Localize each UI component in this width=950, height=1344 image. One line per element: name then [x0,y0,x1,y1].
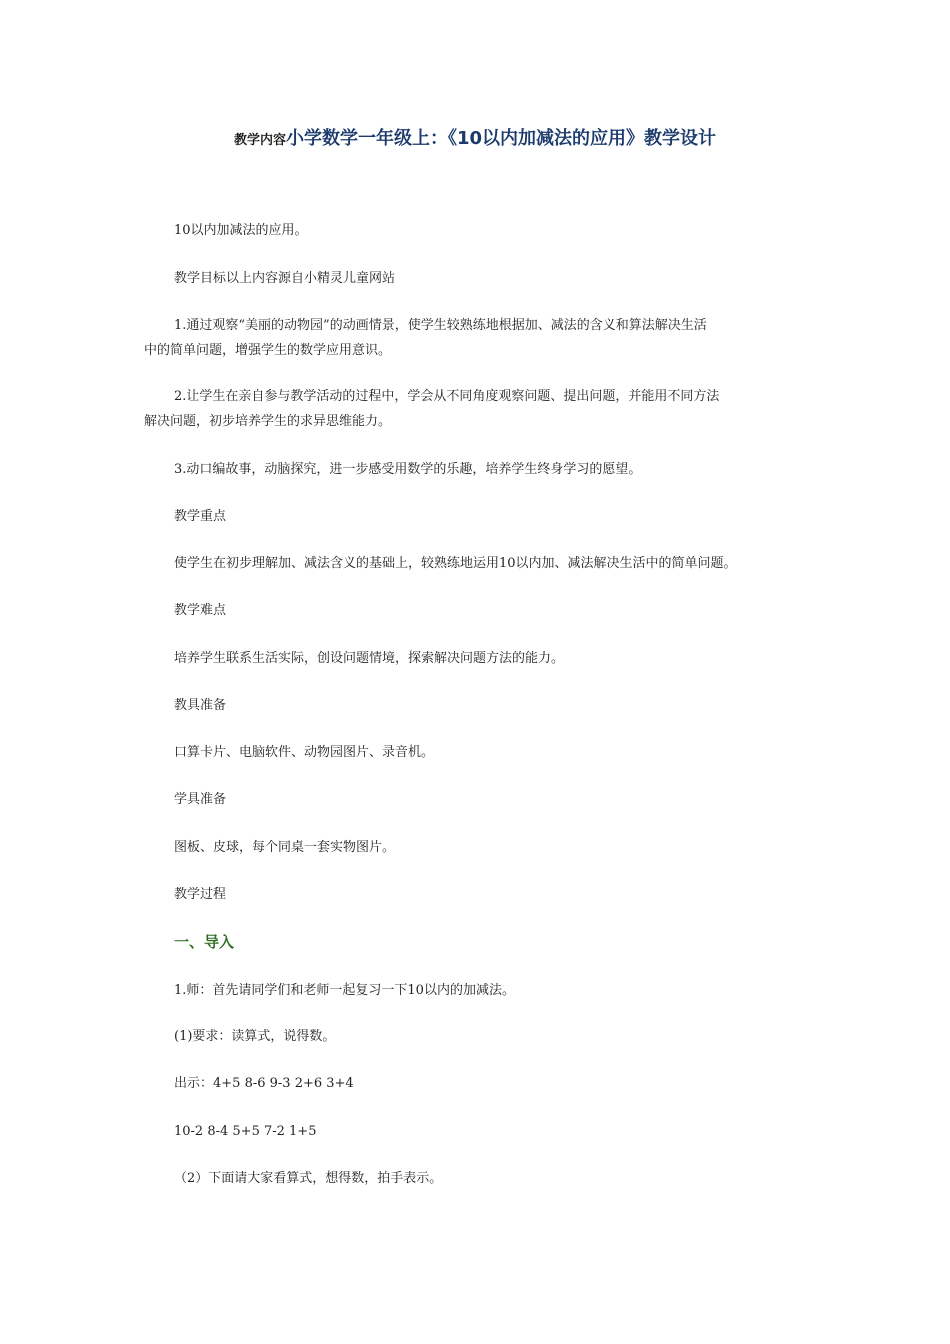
document-title [0,124,950,150]
paragraph-teacher-tools: 口算卡片、电脑软件、动物园图片、录音机。 [174,745,435,760]
heading-teaching-process: 教学过程 [174,887,227,902]
heading-key-points: 教学重点 [174,509,227,524]
paragraph-student-tools: 图板、皮球，每个同桌一套实物图片。 [174,840,396,855]
paragraph-topic: 10以内加减法的应用。 [174,223,308,238]
objective-3: 3.动口编故事，动脑探究，进一步感受用数学的乐趣，培养学生终身学习的愿望。 [174,462,642,477]
heading-difficult-points: 教学难点 [174,603,227,618]
paragraph-key-points: 使学生在初步理解加、减法含义的基础上，较熟练地运用10以内加、减法解决生活中的简单问题。 [174,556,737,571]
intro-expressions-row-2: 10-2 8-4 5+5 7-2 1+5 [174,1124,317,1139]
intro-requirement-1: (1)要求：读算式，说得数。 [174,1029,336,1044]
title-prefix: 教学内容 [233,133,286,148]
title-main: 小学数学一年级上：《10以内加减法的应用》教学设计 [285,128,717,149]
intro-expressions-row-1: 出示：4+5 8-6 9-3 2+6 3+4 [174,1076,354,1091]
objective-1-line-2: 中的简单问题，增强学生的数学应用意识。 [144,343,392,358]
objective-2-line-2: 解决问题，初步培养学生的求异思维能力。 [144,414,392,429]
section-heading-introduction: 一、导入 [174,933,235,951]
heading-student-tools: 学具准备 [174,792,227,807]
heading-teacher-tools: 教具准备 [174,698,227,713]
objective-2-line-1: 2.让学生在亲自参与教学活动的过程中，学会从不同角度观察问题、提出问题，并能用不同方法 [174,389,720,404]
intro-step-1: 1.师：首先请同学们和老师一起复习一下10以内的加减法。 [174,983,515,998]
intro-requirement-2: （2）下面请大家看算式，想得数，拍手表示。 [174,1171,443,1186]
objective-1-line-1: 1.通过观察“美丽的动物园”的动画情景，使学生较熟练地根据加、减法的含义和算法解决生活 [174,318,707,333]
paragraph-objectives-heading: 教学目标以上内容源自小精灵儿童网站 [174,271,396,286]
paragraph-difficult-points: 培养学生联系生活实际，创设问题情境，探索解决问题方法的能力。 [174,651,565,666]
